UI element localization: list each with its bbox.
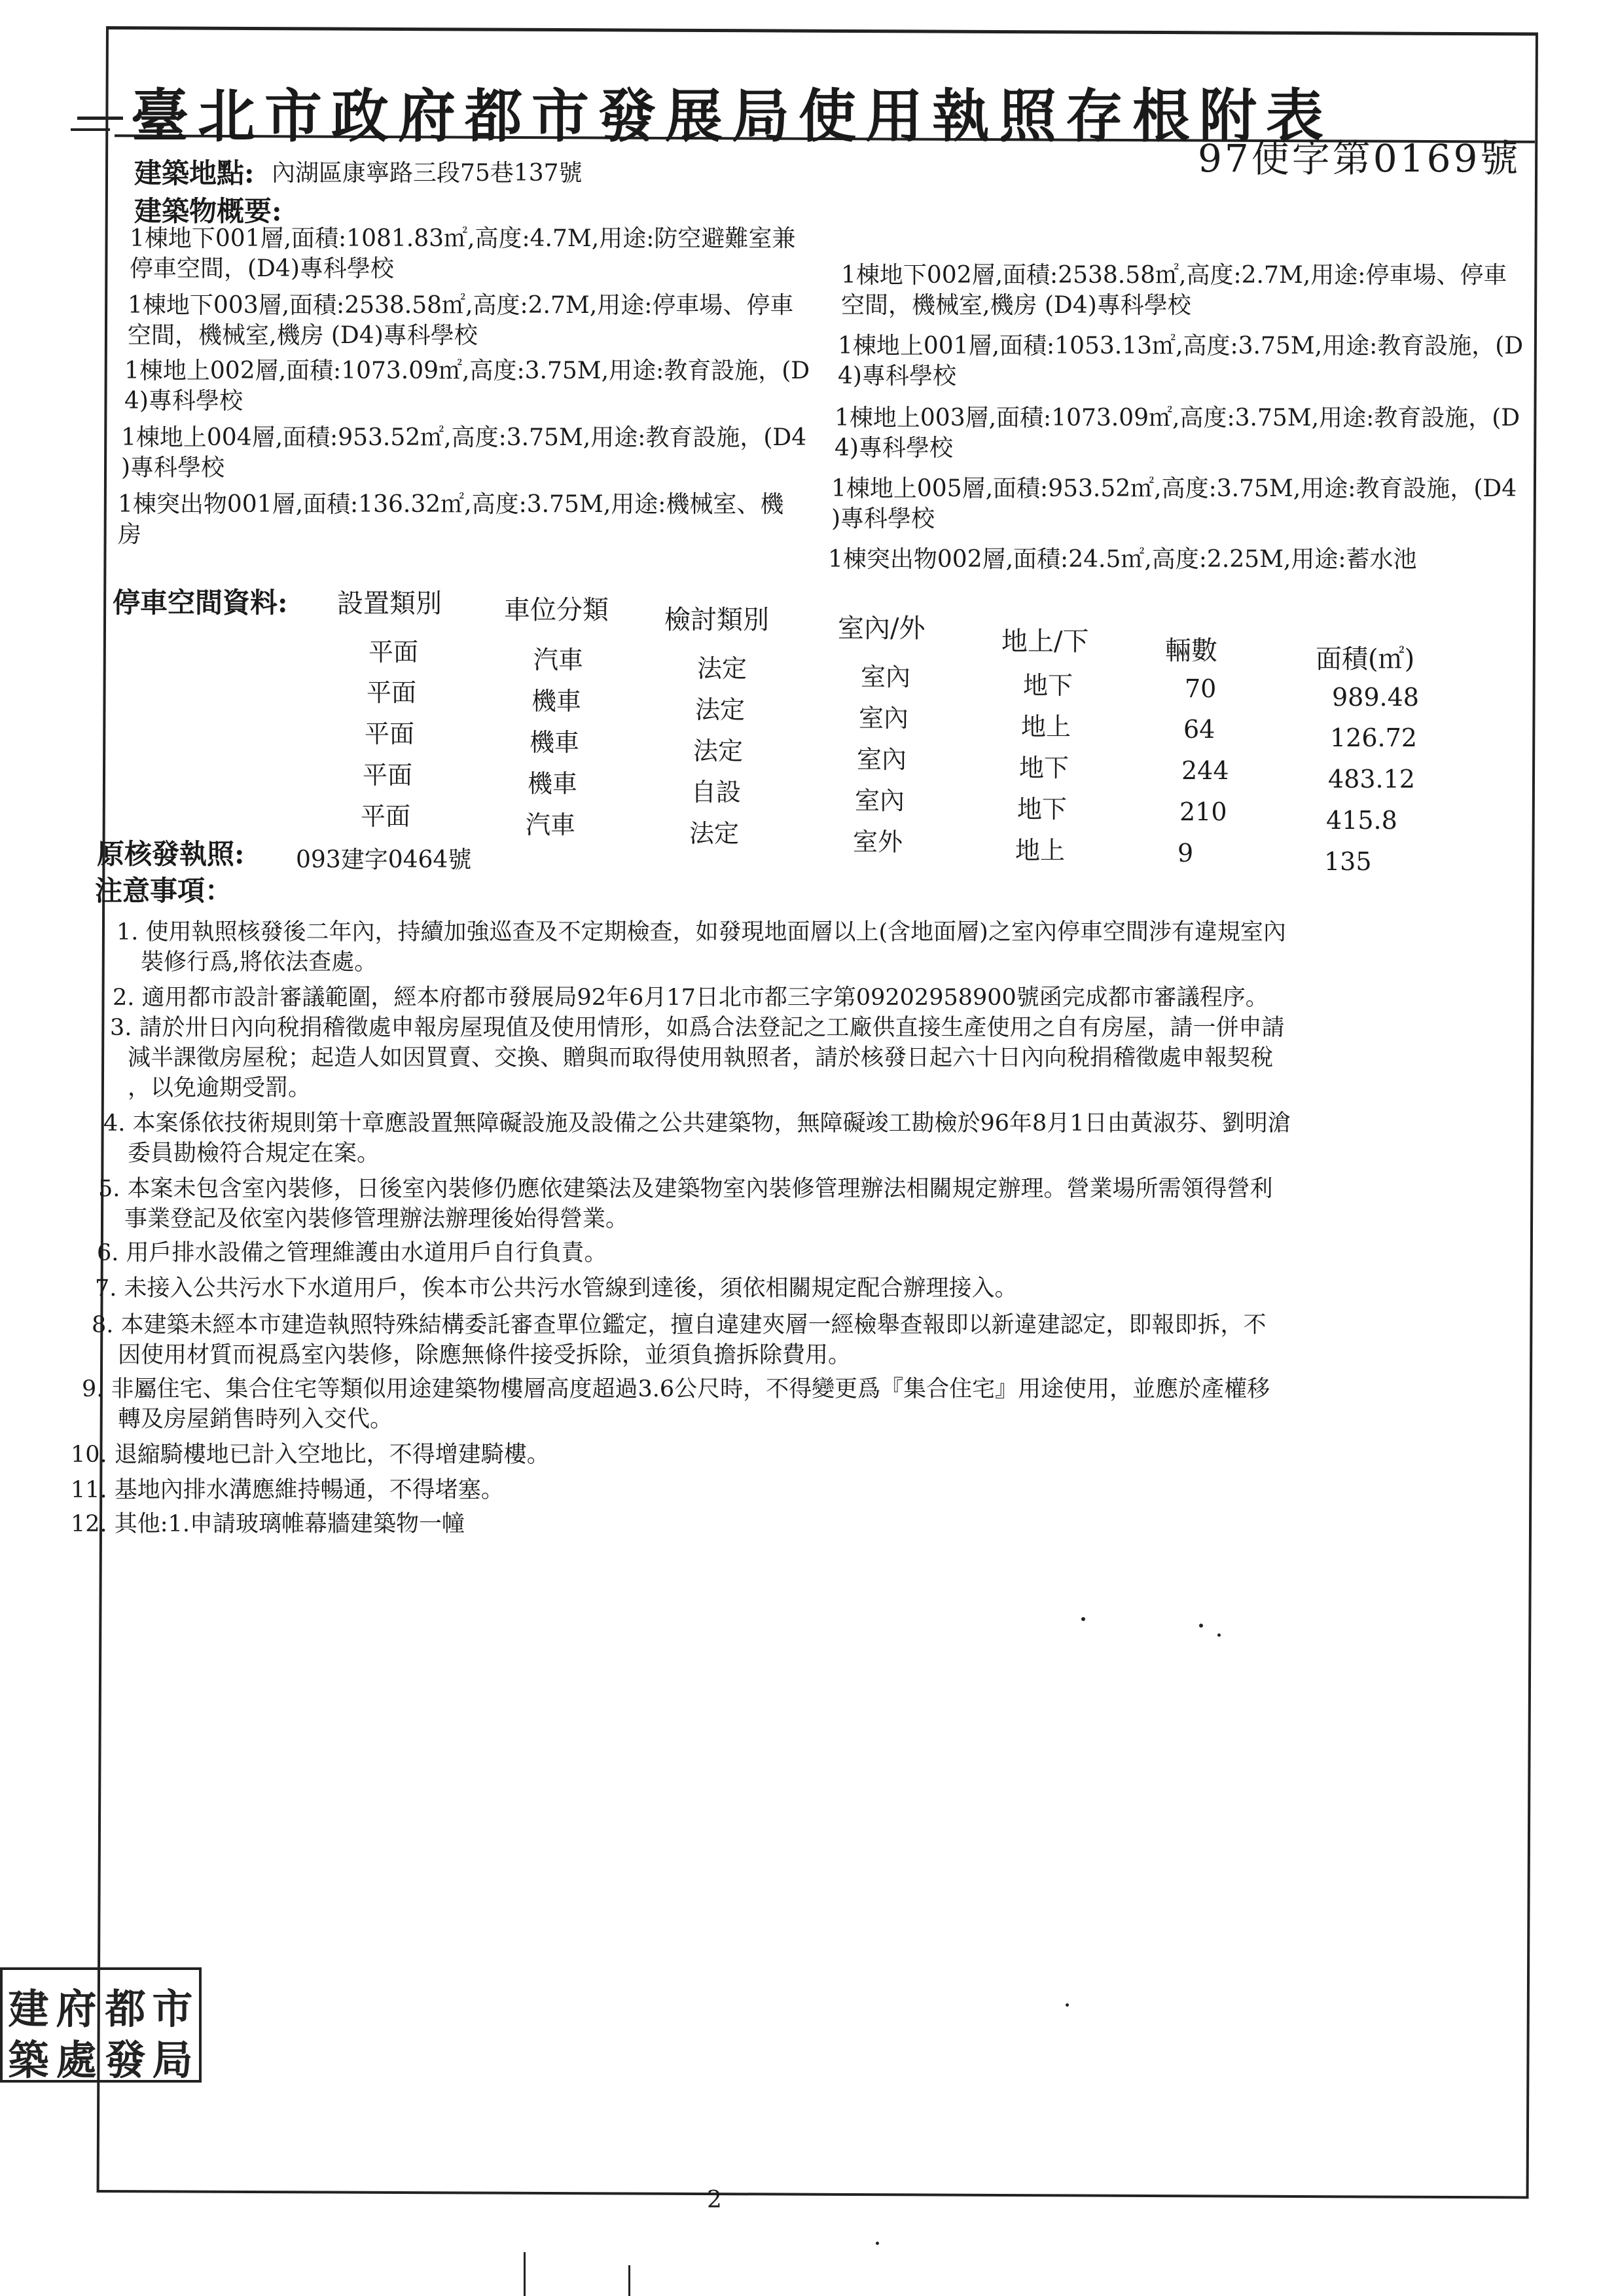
overview-line: 空間，機械室,機房 (D4)專科學校 xyxy=(841,292,1191,319)
overview-line: 1棟地上001層,面積:1053.13㎡,高度:3.75M,用途:教育設施，(D xyxy=(838,333,1524,359)
overview-line: 1棟地上005層,面積:953.52㎡,高度:3.75M,用途:教育設施，(D4 xyxy=(831,475,1517,502)
parking-cell: 126.72 xyxy=(1330,723,1417,752)
note-line: 2. 適用都市設計審議範圍，經本府都市發展局92年6月17日北市都三字第09202958900號函完成都市審議程序。 xyxy=(113,985,1268,1011)
overview-line: 4)專科學校 xyxy=(124,388,243,414)
overview-line: 停車空間，(D4)專科學校 xyxy=(130,255,394,282)
parking-label: 停車空間資料: xyxy=(113,587,288,619)
note-line: 12. 其他:1.申請玻璃帷幕牆建築物一幢 xyxy=(71,1511,465,1537)
note-line: 7. 未接入公共污水下水道用戶，俟本市公共污水管線到達後，須依相關規定配合辦理接入。 xyxy=(95,1275,1018,1302)
parking-cell: 機車 xyxy=(530,728,580,757)
note-line: 5. 本案未包含室內裝修，日後室內裝修仍應依建築法及建築物室內裝修管理辦法相關規定辦理。營業場所需領得營利 xyxy=(98,1176,1273,1202)
parking-cell: 135 xyxy=(1324,847,1372,876)
note-line: 8. 本建築未經本市建造執照特殊結構委託審查單位鑑定，擅自違建夾層一經檢舉查報即以新違建認定，即報即拆，不 xyxy=(92,1312,1267,1338)
site-address: 內湖區康寧路三段75巷137號 xyxy=(272,160,583,187)
note-line: 因使用材質而視爲室內裝修，除應無條件接受拆除，並須負擔拆除費用。 xyxy=(118,1342,852,1368)
scan-mark xyxy=(71,128,110,131)
parking-cell: 室內 xyxy=(855,786,905,815)
overview-line: 1棟突出物001層,面積:136.32㎡,高度:3.75M,用途:機械室、機 xyxy=(118,491,784,518)
parking-header: 室內/外 xyxy=(838,613,926,644)
overview-line: 1棟地下003層,面積:2538.58㎡,高度:2.7M,用途:停車場、停車 xyxy=(128,292,794,319)
scan-speck xyxy=(1081,1617,1085,1621)
overview-line: 房 xyxy=(118,521,142,548)
note-line: 3. 請於卅日內向稅捐稽徵處申報房屋現值及使用情形，如爲合法登記之工廠供直接生產使用之自有房屋，請一併申請 xyxy=(110,1015,1285,1041)
overview-line: )專科學校 xyxy=(831,505,935,532)
note-line: 9. 非屬住宅、集合住宅等類似用途建築物樓層高度超過3.6公尺時，不得變更爲『集合住宅』用途使用，並應於產權移 xyxy=(82,1376,1270,1402)
parking-header: 車位分類 xyxy=(504,595,609,625)
site-label: 建築地點: xyxy=(134,157,255,189)
parking-cell: 地上 xyxy=(1021,712,1071,741)
parking-cell: 244 xyxy=(1181,756,1229,785)
permit-number: 97使字第0169號 xyxy=(1198,136,1521,181)
parking-header: 設置類別 xyxy=(337,589,442,619)
parking-cell: 法定 xyxy=(695,695,746,724)
note-line: 11. 基地內排水溝應維持暢通，不得堵塞。 xyxy=(71,1477,504,1503)
parking-cell: 室內 xyxy=(861,663,911,691)
overview-line: 空間，機械室,機房 (D4)專科學校 xyxy=(128,322,478,349)
parking-header: 檢討類別 xyxy=(664,605,769,635)
overview-line: 1棟地下001層,面積:1081.83㎡,高度:4.7M,用途:防空避難室兼 xyxy=(130,225,796,252)
original-permit-value: 093建字0464號 xyxy=(296,847,472,873)
parking-cell: 平面 xyxy=(369,638,419,666)
parking-cell: 210 xyxy=(1179,797,1227,826)
parking-cell: 989.48 xyxy=(1332,683,1419,712)
original-permit-label: 原核發執照: xyxy=(97,838,245,870)
overview-line: 1棟突出物002層,面積:24.5㎡,高度:2.25M,用途:蓄水池 xyxy=(828,546,1417,573)
overview-line: 1棟地上003層,面積:1073.09㎡,高度:3.75M,用途:教育設施，(D xyxy=(835,405,1520,431)
parking-header: 地上/下 xyxy=(1001,627,1089,657)
note-line: 1. 使用執照核發後二年內，持續加強巡查及不定期檢查，如發現地面層以上(含地面層)之室內停車空間涉有違規室內 xyxy=(117,919,1286,945)
scan-speck xyxy=(1066,2003,1069,2007)
parking-cell: 平面 xyxy=(367,678,417,707)
parking-header: 面積(㎡) xyxy=(1316,644,1415,674)
parking-cell: 地上 xyxy=(1015,836,1066,865)
notes-label: 注意事項： xyxy=(95,875,233,907)
parking-cell: 64 xyxy=(1183,715,1215,744)
note-line: 裝修行爲,將依法查處。 xyxy=(141,949,378,975)
parking-cell: 法定 xyxy=(689,819,740,848)
parking-cell: 平面 xyxy=(365,720,415,748)
note-line: 4. 本案係依技術規則第十章應設置無障礙設施及設備之公共建築物，無障礙竣工勘檢於96年8月1日由黃淑芬、劉明滄 xyxy=(103,1110,1291,1137)
scan-mark xyxy=(77,117,123,120)
scan-speck xyxy=(1217,1633,1221,1637)
scan-edge-line xyxy=(524,2252,526,2296)
parking-cell: 汽車 xyxy=(526,811,576,839)
scan-edge-line xyxy=(628,2265,630,2296)
overview-label: 建築物概要: xyxy=(134,195,282,227)
parking-cell: 地下 xyxy=(1019,754,1070,782)
note-line: 6. 用戶排水設備之管理維護由水道用戶自行負責。 xyxy=(97,1240,607,1266)
parking-cell: 平面 xyxy=(363,761,413,790)
note-line: 減半課徵房屋稅；起造人如因買賣、交換、贈與而取得使用執照者，請於核發日起六十日內向稅捐稽徵處申報契稅 xyxy=(128,1045,1274,1071)
parking-cell: 室外 xyxy=(853,828,903,856)
scan-speck xyxy=(1199,1624,1203,1628)
parking-cell: 機車 xyxy=(528,769,578,798)
official-seal: 建 築 府 處 都 發 市 局 xyxy=(0,1967,202,2083)
note-line: 委員勘檢符合規定在案。 xyxy=(128,1140,380,1167)
parking-cell: 70 xyxy=(1185,674,1217,703)
parking-cell: 地下 xyxy=(1023,671,1073,700)
parking-cell: 平面 xyxy=(361,802,411,831)
parking-cell: 室內 xyxy=(857,745,907,774)
parking-cell: 機車 xyxy=(531,687,582,716)
parking-cell: 自設 xyxy=(691,778,742,807)
document-title: 臺北市政府都市發展局使用執照存根附表 xyxy=(131,82,1333,150)
parking-cell: 汽車 xyxy=(533,646,584,674)
overview-line: 1棟地上004層,面積:953.52㎡,高度:3.75M,用途:教育設施，(D4 xyxy=(121,424,807,451)
note-line: 事業登記及依室內裝修管理辦法辦理後始得營業。 xyxy=(124,1206,629,1232)
parking-cell: 地下 xyxy=(1017,795,1068,824)
overview-line: 4)專科學校 xyxy=(838,363,956,390)
overview-line: 4)專科學校 xyxy=(835,435,953,462)
overview-line: 1棟地下002層,面積:2538.58㎡,高度:2.7M,用途:停車場、停車 xyxy=(841,262,1507,289)
note-line: 10. 退縮騎樓地已計入空地比，不得增建騎樓。 xyxy=(71,1442,550,1468)
parking-cell: 9 xyxy=(1178,839,1194,867)
parking-cell: 法定 xyxy=(693,737,744,765)
parking-cell: 室內 xyxy=(859,704,909,733)
scan-speck xyxy=(876,2242,879,2245)
parking-header: 輛數 xyxy=(1165,636,1217,666)
overview-line: 1棟地上002層,面積:1073.09㎡,高度:3.75M,用途:教育設施，(D xyxy=(124,357,810,384)
parking-cell: 415.8 xyxy=(1326,806,1397,835)
overview-line: )專科學校 xyxy=(121,454,225,481)
note-line: 轉及房屋銷售時列入交代。 xyxy=(118,1406,393,1432)
page-number: 2 xyxy=(707,2187,722,2214)
note-line: ，以免逾期受罰。 xyxy=(128,1075,312,1101)
parking-cell: 法定 xyxy=(697,654,747,683)
parking-cell: 483.12 xyxy=(1328,765,1415,793)
